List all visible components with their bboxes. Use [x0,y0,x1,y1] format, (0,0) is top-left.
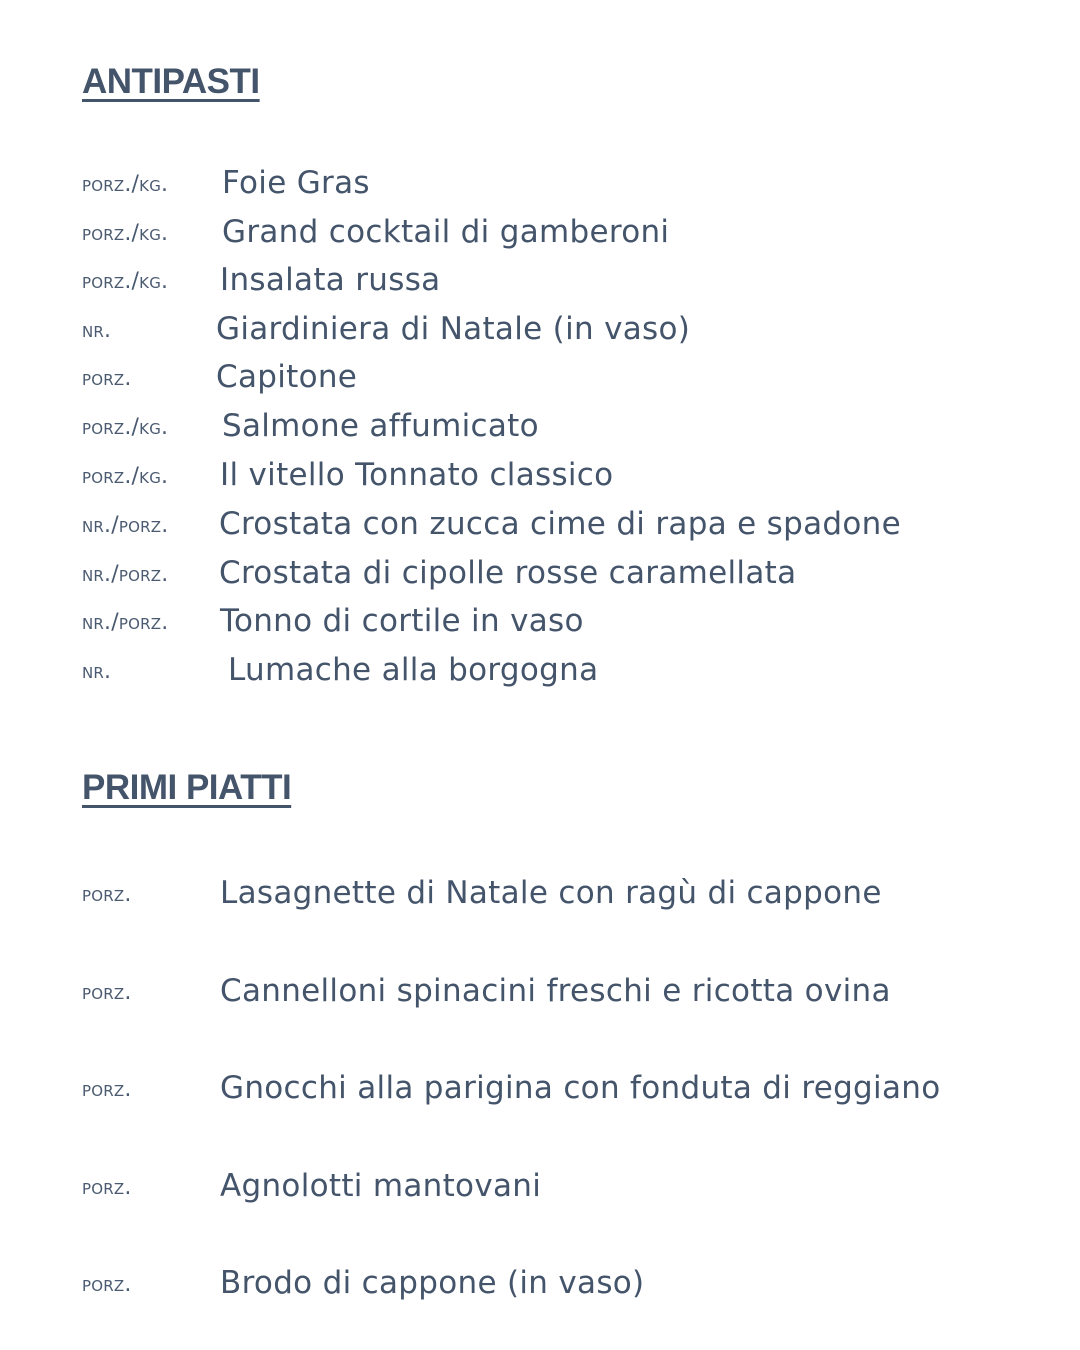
menu-item [0,504,1080,544]
section-title-primi-piatti: PRIMI PIATTI [82,768,292,807]
menu-item [0,309,1080,349]
item-unit: nr. [82,659,112,684]
item-unit: porz. [82,980,132,1005]
item-unit: porz./kg. [82,464,169,489]
item-name: Lasagnette di Natale con ragù di cappone [220,875,882,911]
item-name: Lumache alla borgogna [228,652,599,688]
item-name: Foie Gras [222,165,370,201]
menu-item [0,357,1080,397]
item-name: Grand cocktail di gamberoni [222,214,670,250]
item-name: Brodo di cappone (in vaso) [220,1265,645,1301]
item-unit: nr. [82,318,112,343]
menu-item [0,212,1080,252]
item-unit: porz. [82,1175,132,1200]
item-name: Salmone affumicato [222,408,539,444]
menu-item [0,406,1080,446]
item-name: Cannelloni spinacini freschi e ricotta ovina [220,973,891,1009]
item-name: Insalata russa [220,262,441,298]
menu-item [0,455,1080,495]
item-name: Tonno di cortile in vaso [220,603,584,639]
item-unit: porz. [82,882,132,907]
menu-item [0,971,1080,1011]
item-unit: porz./kg. [82,172,169,197]
item-unit: porz./kg. [82,221,169,246]
item-name: Capitone [216,359,358,395]
item-name: Il vitello Tonnato classico [220,457,614,493]
menu-item [0,601,1080,641]
item-unit: nr./porz. [82,513,169,538]
menu-item [0,1068,1080,1108]
menu-item [0,1263,1080,1303]
item-unit: nr./porz. [82,610,169,635]
item-name: Crostata con zucca cime di rapa e spadone [219,506,901,542]
item-unit: nr./porz. [82,562,169,587]
menu-item [0,163,1080,203]
item-name: Gnocchi alla parigina con fonduta di reggiano [220,1070,941,1106]
section-title-antipasti: ANTIPASTI [82,62,260,101]
menu-item [0,553,1080,593]
item-unit: porz./kg. [82,415,169,440]
item-unit: porz. [82,366,132,391]
item-unit: porz. [82,1077,132,1102]
menu-item [0,260,1080,300]
item-name: Agnolotti mantovani [220,1168,542,1204]
menu-item [0,873,1080,913]
item-unit: porz./kg. [82,269,169,294]
item-unit: porz. [82,1272,132,1297]
item-name: Crostata di cipolle rosse caramellata [219,555,797,591]
item-name: Giardiniera di Natale (in vaso) [216,311,691,347]
menu-item [0,1166,1080,1206]
menu-item [0,650,1080,690]
